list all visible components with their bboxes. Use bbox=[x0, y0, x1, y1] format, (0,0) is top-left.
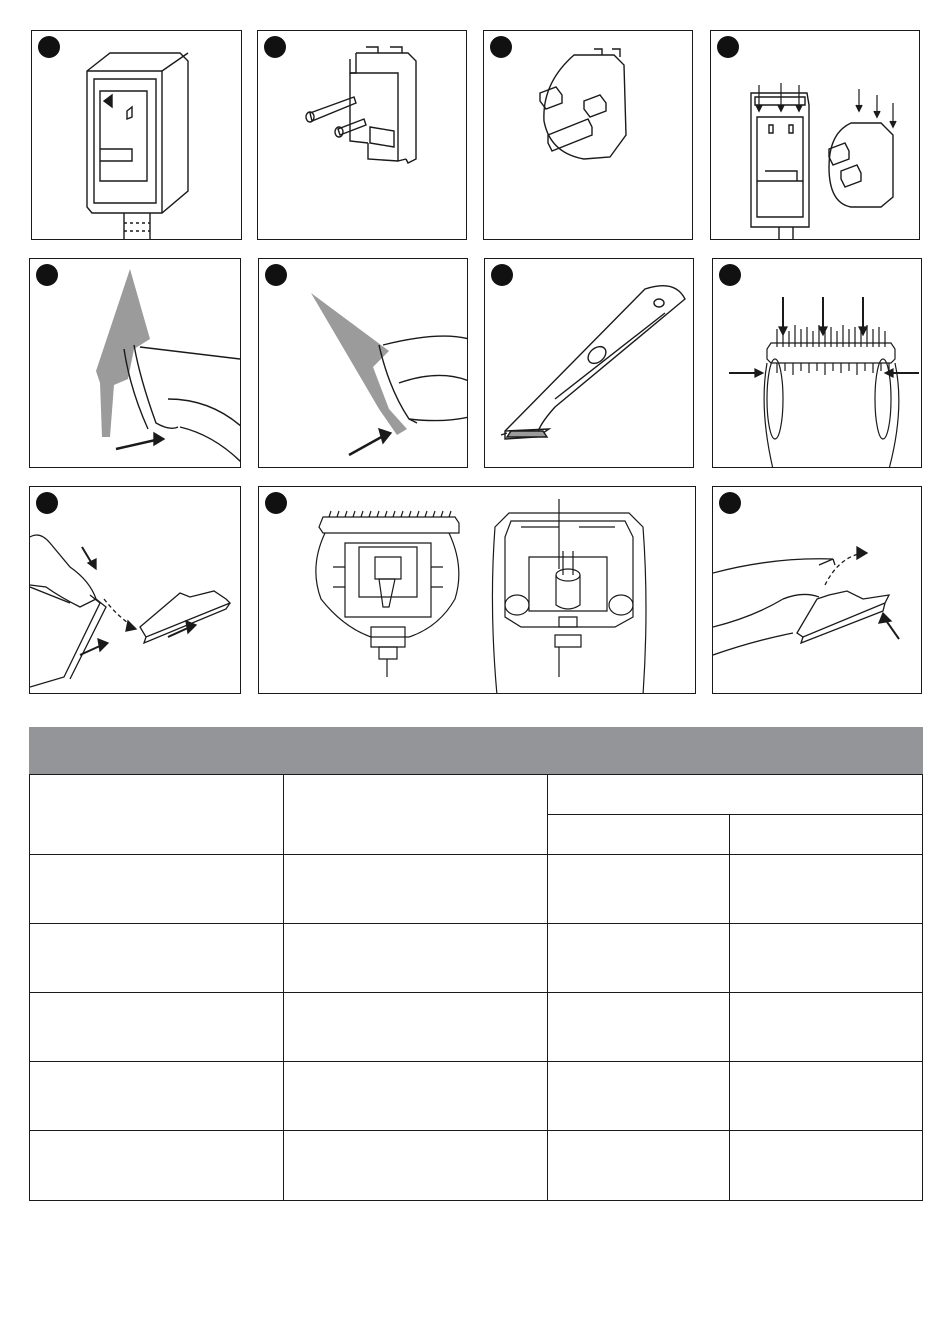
step-badge bbox=[265, 264, 287, 286]
table-cell bbox=[29, 1061, 284, 1131]
panel-4-plug-attachment bbox=[710, 30, 920, 240]
panel-3-uk-plug bbox=[483, 30, 693, 240]
table-cell bbox=[547, 992, 730, 1062]
panel-1-power-adapter bbox=[31, 30, 242, 240]
blade-release-illustration bbox=[30, 259, 241, 468]
step-badge bbox=[490, 36, 512, 58]
table-cell bbox=[283, 992, 548, 1062]
table-cell bbox=[283, 1061, 548, 1131]
table-cell bbox=[283, 1130, 548, 1201]
table-cell bbox=[729, 854, 923, 924]
step-badge bbox=[38, 36, 60, 58]
step-badge bbox=[36, 492, 58, 514]
table-header-bar bbox=[29, 727, 923, 774]
table-header-cell-2 bbox=[283, 774, 548, 855]
table-cell bbox=[283, 923, 548, 993]
step-badge bbox=[491, 264, 513, 286]
step-badge bbox=[719, 264, 741, 286]
table-cell bbox=[547, 1061, 730, 1131]
table-cell bbox=[29, 854, 284, 924]
step-badge bbox=[717, 36, 739, 58]
table-body bbox=[29, 774, 923, 1201]
table-cell bbox=[29, 923, 284, 993]
trimmer-body-illustration bbox=[485, 259, 694, 468]
table-header-cell-3a bbox=[547, 814, 730, 855]
panel-2-euro-plug bbox=[257, 30, 467, 240]
panel-10-blade-mechanism bbox=[258, 486, 696, 694]
euro-plug-illustration bbox=[258, 31, 467, 240]
panel-11-blade-replacement bbox=[712, 486, 922, 694]
table-cell bbox=[29, 1130, 284, 1201]
table-cell bbox=[283, 854, 548, 924]
step-badge bbox=[265, 492, 287, 514]
table-cell bbox=[729, 923, 923, 993]
panel-7-trimmer-body bbox=[484, 258, 694, 468]
table-cell bbox=[547, 1130, 730, 1201]
table-cell bbox=[729, 992, 923, 1062]
table-cell bbox=[547, 923, 730, 993]
panel-8-blade-press bbox=[712, 258, 922, 468]
table-header-cell-3b bbox=[729, 814, 923, 855]
power-adapter-illustration bbox=[32, 31, 242, 240]
blade-removal-illustration bbox=[30, 487, 241, 694]
table-header-cell-3-group bbox=[547, 774, 923, 815]
blade-replacement-illustration bbox=[713, 487, 922, 694]
blade-press-illustration bbox=[713, 259, 922, 468]
plug-attachment-illustration bbox=[711, 31, 920, 240]
step-badge bbox=[264, 36, 286, 58]
table-cell bbox=[547, 854, 730, 924]
panel-5-blade-release bbox=[29, 258, 241, 468]
table-header-cell-1 bbox=[29, 774, 284, 855]
blade-mechanism-illustration bbox=[259, 487, 696, 694]
table-cell bbox=[29, 992, 284, 1062]
blade-lift-illustration bbox=[259, 259, 468, 468]
step-badge bbox=[719, 492, 741, 514]
table-cell bbox=[729, 1061, 923, 1131]
panel-6-blade-lift bbox=[258, 258, 468, 468]
step-badge bbox=[36, 264, 58, 286]
table-cell bbox=[729, 1130, 923, 1201]
uk-plug-illustration bbox=[484, 31, 693, 240]
specification-table bbox=[29, 727, 923, 1201]
panel-9-blade-removal bbox=[29, 486, 241, 694]
